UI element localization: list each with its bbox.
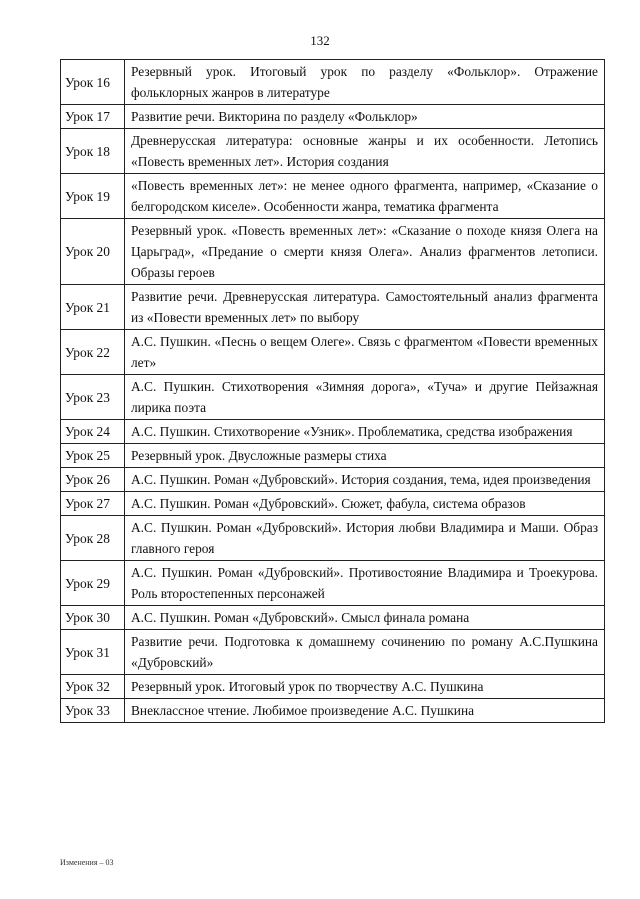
lesson-topic: Резервный урок. «Повесть временных лет»: «Сказание о походе князя Олега на Царьград», «Предание о смерти князя Олега». Анализ фрагментов летописи. Образы героев <box>125 219 605 285</box>
table-row <box>61 285 605 330</box>
table-row <box>61 330 605 375</box>
table-row <box>61 60 605 105</box>
lesson-number: Урок 25 <box>61 444 125 468</box>
lesson-number: Урок 22 <box>61 330 125 375</box>
table-row <box>61 219 605 285</box>
table-row <box>61 675 605 699</box>
lesson-topic: Резервный урок. Итоговый урок по творчеству А.С. Пушкина <box>125 675 605 699</box>
lesson-topic: «Повесть временных лет»: не менее одного фрагмента, например, «Сказание о белгородском киселе». Особенности жанра, тематика фрагмента <box>125 174 605 219</box>
lesson-number: Урок 21 <box>61 285 125 330</box>
lesson-number: Урок 23 <box>61 375 125 420</box>
lesson-number: Урок 24 <box>61 420 125 444</box>
lesson-table <box>60 59 605 723</box>
lesson-number: Урок 16 <box>61 60 125 105</box>
lesson-topic: Резервный урок. Итоговый урок по разделу «Фольклор». Отражение фольклорных жанров в литературе <box>125 60 605 105</box>
table-row <box>61 492 605 516</box>
table-row <box>61 420 605 444</box>
lesson-number: Урок 30 <box>61 606 125 630</box>
lesson-number: Урок 33 <box>61 699 125 723</box>
lesson-topic: Древнерусская литература: основные жанры и их особенности. Летопись «Повесть временных лет». История создания <box>125 129 605 174</box>
lesson-number: Урок 28 <box>61 516 125 561</box>
page-number: 132 <box>310 33 330 48</box>
lesson-topic: А.С. Пушкин. Роман «Дубровский». Смысл финала романа <box>125 606 605 630</box>
table-row <box>61 699 605 723</box>
lesson-topic: Развитие речи. Подготовка к домашнему сочинению по роману А.С.Пушкина «Дубровский» <box>125 630 605 675</box>
table-row <box>61 606 605 630</box>
lesson-topic: Внеклассное чтение. Любимое произведение А.С. Пушкина <box>125 699 605 723</box>
lesson-topic: Развитие речи. Древнерусская литература. Самостоятельный анализ фрагмента из «Повести временных лет» по выбору <box>125 285 605 330</box>
lesson-topic: Резервный урок. Двусложные размеры стиха <box>125 444 605 468</box>
lesson-topic: А.С. Пушкин. Стихотворения «Зимняя дорога», «Туча» и другие Пейзажная лирика поэта <box>125 375 605 420</box>
lesson-number: Урок 17 <box>61 105 125 129</box>
lesson-topic: Развитие речи. Викторина по разделу «Фольклор» <box>125 105 605 129</box>
table-row <box>61 444 605 468</box>
lesson-number: Урок 26 <box>61 468 125 492</box>
table-row <box>61 174 605 219</box>
lesson-rows <box>61 60 605 723</box>
lesson-topic: А.С. Пушкин. «Песнь о вещем Олеге». Связь с фрагментом «Повести временных лет» <box>125 330 605 375</box>
table-row <box>61 468 605 492</box>
footer-note: Изменения – 03 <box>60 858 114 867</box>
lesson-number: Урок 31 <box>61 630 125 675</box>
lesson-number: Урок 32 <box>61 675 125 699</box>
table-row <box>61 375 605 420</box>
lesson-topic: А.С. Пушкин. Роман «Дубровский». Противостояние Владимира и Троекурова. Роль второстепенных персонажей <box>125 561 605 606</box>
lesson-topic: А.С. Пушкин. Роман «Дубровский». Сюжет, фабула, система образов <box>125 492 605 516</box>
table-row <box>61 129 605 174</box>
table-row <box>61 516 605 561</box>
lesson-number: Урок 19 <box>61 174 125 219</box>
lesson-number: Урок 20 <box>61 219 125 285</box>
lesson-topic: А.С. Пушкин. Стихотворение «Узник». Проблематика, средства изображения <box>125 420 605 444</box>
table-row <box>61 105 605 129</box>
lesson-topic: А.С. Пушкин. Роман «Дубровский». История создания, тема, идея произведения <box>125 468 605 492</box>
lesson-topic: А.С. Пушкин. Роман «Дубровский». История любви Владимира и Маши. Образ главного героя <box>125 516 605 561</box>
lesson-number: Урок 18 <box>61 129 125 174</box>
table-row <box>61 561 605 606</box>
table-row <box>61 630 605 675</box>
lesson-number: Урок 29 <box>61 561 125 606</box>
lesson-number: Урок 27 <box>61 492 125 516</box>
